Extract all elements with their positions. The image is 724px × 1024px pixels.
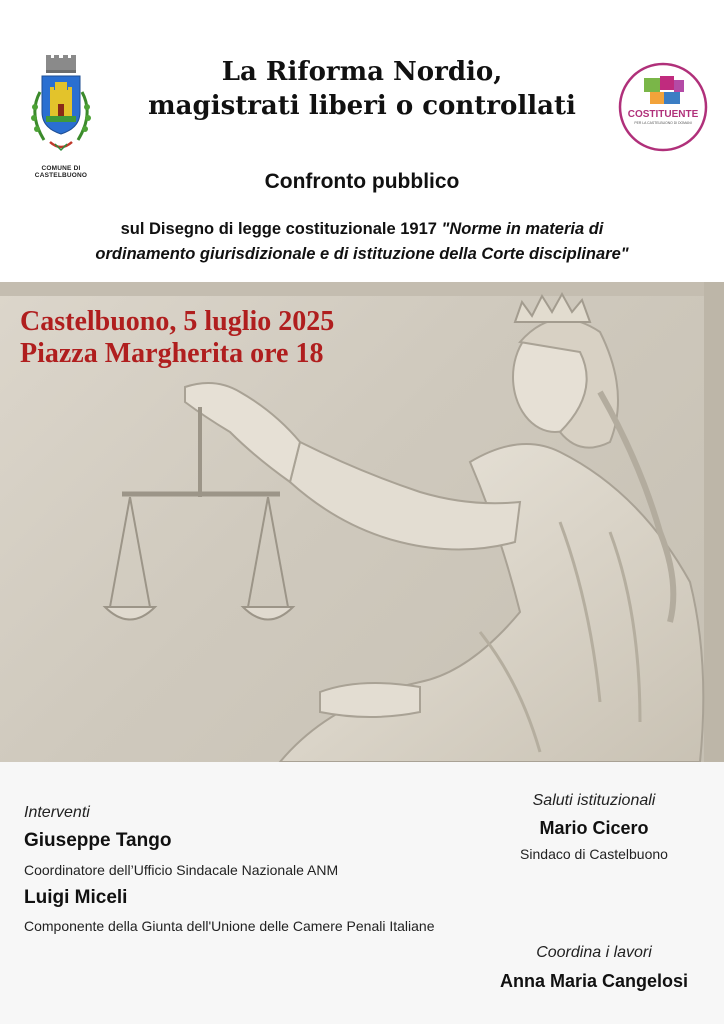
- subtitle: Confronto pubblico: [264, 170, 460, 193]
- greetings-name: Mario Cicero: [539, 818, 649, 838]
- event-date-place: Castelbuono, 5 luglio 2025: [20, 306, 335, 337]
- castelbuono-coat-of-arms-logo: [18, 52, 104, 178]
- puzzle-logo-icon: [616, 60, 710, 154]
- costituente-logo: [616, 60, 710, 154]
- greetings-label: Saluti istituzionali: [532, 792, 656, 809]
- speaker-2-name: Luigi Miceli: [24, 887, 128, 908]
- speaker-2-role: Componente della Giunta dell'Unione delle Camere Penali Italiane: [24, 918, 435, 934]
- moderator-label: Coordina i lavori: [536, 944, 652, 961]
- title-line-2: magistrati liberi o controllati: [148, 91, 576, 121]
- event-venue-time: Piazza Margherita ore 18: [20, 338, 324, 369]
- description-prefix: sul Disegno di legge costituzionale 1917: [120, 220, 442, 238]
- speaker-1-name: Giuseppe Tango: [24, 830, 172, 851]
- justice-relief-image: [0, 282, 724, 762]
- bill-description: [10, 217, 714, 267]
- program-section: [0, 762, 724, 1024]
- page-title: [110, 55, 614, 123]
- costituente-logo-text: COSTITUENTE: [627, 109, 699, 120]
- moderator-name: Anna Maria Cangelosi: [499, 971, 689, 991]
- title-line-1: La Riforma Nordio,: [221, 57, 503, 87]
- speaker-1-role: Coordinatore dell’Ufficio Sindacale Nazionale ANM: [24, 862, 339, 878]
- coat-of-arms-icon: [22, 52, 100, 162]
- description-italic-1: "Norme in materia di: [441, 220, 604, 238]
- speakers-label: Interventi: [24, 804, 90, 821]
- header: [0, 0, 724, 282]
- greetings-role: Sindaco di Castelbuono: [520, 846, 668, 862]
- coat-of-arms-caption: COMUNE DI CASTELBUONO: [34, 165, 88, 179]
- description-italic-2: ordinamento giurisdizionale e di istituzione della Corte disciplinare": [95, 245, 629, 263]
- costituente-logo-subtext: PER LA CASTELBUONO DI DOMANI: [634, 121, 692, 125]
